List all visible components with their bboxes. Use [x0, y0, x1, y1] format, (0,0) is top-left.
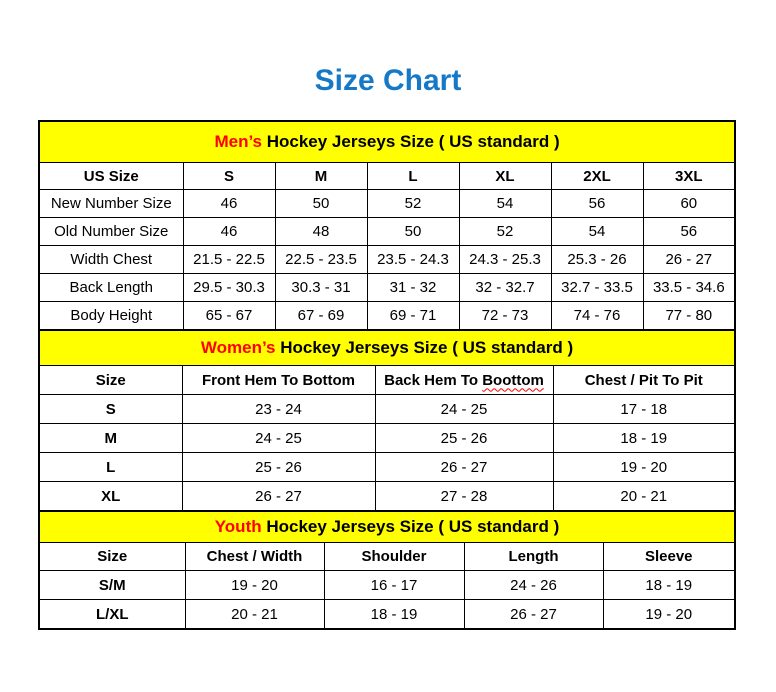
womens-section-band: [39, 330, 735, 366]
mens-section-title: [39, 121, 735, 163]
cell: 23 - 24: [182, 395, 375, 424]
cell: 19 - 20: [553, 453, 735, 482]
cell: 74 - 76: [551, 302, 643, 331]
mens-col-header-l: L: [367, 163, 459, 190]
size-tables-container: [38, 120, 734, 630]
youth-row-lxl: [39, 600, 735, 630]
row-label: Old Number Size: [39, 218, 183, 246]
cell: 20 - 21: [553, 482, 735, 512]
womens-row-m: [39, 424, 735, 453]
row-label: Back Length: [39, 274, 183, 302]
cell: 50: [367, 218, 459, 246]
womens-col-header-back-hem: [375, 366, 553, 395]
cell: 23.5 - 24.3: [367, 246, 459, 274]
cell: 26 - 27: [464, 600, 603, 630]
mens-col-header-s: S: [183, 163, 275, 190]
row-label: Width Chest: [39, 246, 183, 274]
cell: 56: [643, 218, 735, 246]
youth-section-title: [39, 511, 735, 543]
youth-col-header-sleeve: Sleeve: [603, 543, 735, 571]
cell: 46: [183, 190, 275, 218]
row-label: New Number Size: [39, 190, 183, 218]
row-label: L: [39, 453, 182, 482]
mens-section-band: [39, 121, 735, 163]
cell: 27 - 28: [375, 482, 553, 512]
cell: 19 - 20: [185, 571, 324, 600]
youth-row-sm: [39, 571, 735, 600]
cell: 26 - 27: [375, 453, 553, 482]
cell: 77 - 80: [643, 302, 735, 331]
mens-row-new-number-size: [39, 190, 735, 218]
mens-row-body-height: [39, 302, 735, 331]
cell: 18 - 19: [324, 600, 464, 630]
youth-section-title-rest: Hockey Jerseys Size ( US standard ): [261, 517, 560, 536]
womens-row-s: [39, 395, 735, 424]
womens-section-title-rest: Hockey Jerseys Size ( US standard ): [275, 338, 574, 357]
cell: 65 - 67: [183, 302, 275, 331]
cell: 20 - 21: [185, 600, 324, 630]
youth-section-band: [39, 511, 735, 543]
womens-section-title-highlight: Women’s: [200, 338, 276, 357]
mens-row-back-length: [39, 274, 735, 302]
mens-section-title-highlight: Men’s: [214, 132, 262, 151]
cell: 32.7 - 33.5: [551, 274, 643, 302]
womens-size-table: [38, 329, 736, 512]
back-hem-prefix: Back Hem To: [384, 371, 483, 389]
cell: 46: [183, 218, 275, 246]
cell: 30.3 - 31: [275, 274, 367, 302]
cell: 48: [275, 218, 367, 246]
youth-col-header-size: Size: [39, 543, 185, 571]
mens-row-width-chest: [39, 246, 735, 274]
mens-size-table: [38, 120, 736, 331]
cell: 24 - 26: [464, 571, 603, 600]
cell: 69 - 71: [367, 302, 459, 331]
page-title: Size Chart: [314, 64, 462, 97]
cell: 21.5 - 22.5: [183, 246, 275, 274]
row-label: M: [39, 424, 182, 453]
cell: 72 - 73: [459, 302, 551, 331]
youth-col-header-chest-width: Chest / Width: [185, 543, 324, 571]
cell: 54: [551, 218, 643, 246]
youth-col-header-shoulder: Shoulder: [324, 543, 464, 571]
cell: 32 - 32.7: [459, 274, 551, 302]
cell: 50: [275, 190, 367, 218]
cell: 22.5 - 23.5: [275, 246, 367, 274]
youth-size-table: [38, 510, 736, 630]
mens-col-header-m: M: [275, 163, 367, 190]
cell: 25 - 26: [182, 453, 375, 482]
mens-col-header-xl: XL: [459, 163, 551, 190]
row-label: S/M: [39, 571, 185, 600]
cell: 26 - 27: [182, 482, 375, 512]
womens-row-xl: [39, 482, 735, 512]
cell: 67 - 69: [275, 302, 367, 331]
cell: 52: [459, 218, 551, 246]
cell: 24.3 - 25.3: [459, 246, 551, 274]
cell: 26 - 27: [643, 246, 735, 274]
cell: 25 - 26: [375, 424, 553, 453]
cell: 24 - 25: [182, 424, 375, 453]
mens-section-title-rest: Hockey Jerseys Size ( US standard ): [262, 132, 560, 151]
cell: 17 - 18: [553, 395, 735, 424]
mens-col-header-2xl: 2XL: [551, 163, 643, 190]
row-label: Body Height: [39, 302, 183, 331]
back-hem-misspelled-word: Boottom: [482, 371, 544, 389]
cell: 18 - 19: [603, 571, 735, 600]
mens-col-header-us-size: US Size: [39, 163, 183, 190]
cell: 16 - 17: [324, 571, 464, 600]
row-label: XL: [39, 482, 182, 512]
youth-section-title-highlight: Youth: [214, 517, 262, 536]
cell: 24 - 25: [375, 395, 553, 424]
mens-col-header-3xl: 3XL: [643, 163, 735, 190]
cell: 60: [643, 190, 735, 218]
cell: 54: [459, 190, 551, 218]
womens-col-header-front-hem: Front Hem To Bottom: [182, 366, 375, 395]
cell: 33.5 - 34.6: [643, 274, 735, 302]
womens-section-title: [39, 330, 735, 366]
womens-col-header-size: Size: [39, 366, 182, 395]
mens-row-old-number-size: [39, 218, 735, 246]
cell: 31 - 32: [367, 274, 459, 302]
cell: 18 - 19: [553, 424, 735, 453]
cell: 29.5 - 30.3: [183, 274, 275, 302]
cell: 52: [367, 190, 459, 218]
mens-header-row: [39, 163, 735, 190]
cell: 19 - 20: [603, 600, 735, 630]
cell: 25.3 - 26: [551, 246, 643, 274]
womens-col-header-chest-pit: Chest / Pit To Pit: [553, 366, 735, 395]
youth-col-header-length: Length: [464, 543, 603, 571]
cell: 56: [551, 190, 643, 218]
row-label: S: [39, 395, 182, 424]
row-label: L/XL: [39, 600, 185, 630]
womens-row-l: [39, 453, 735, 482]
womens-header-row: [39, 366, 735, 395]
youth-header-row: [39, 543, 735, 571]
